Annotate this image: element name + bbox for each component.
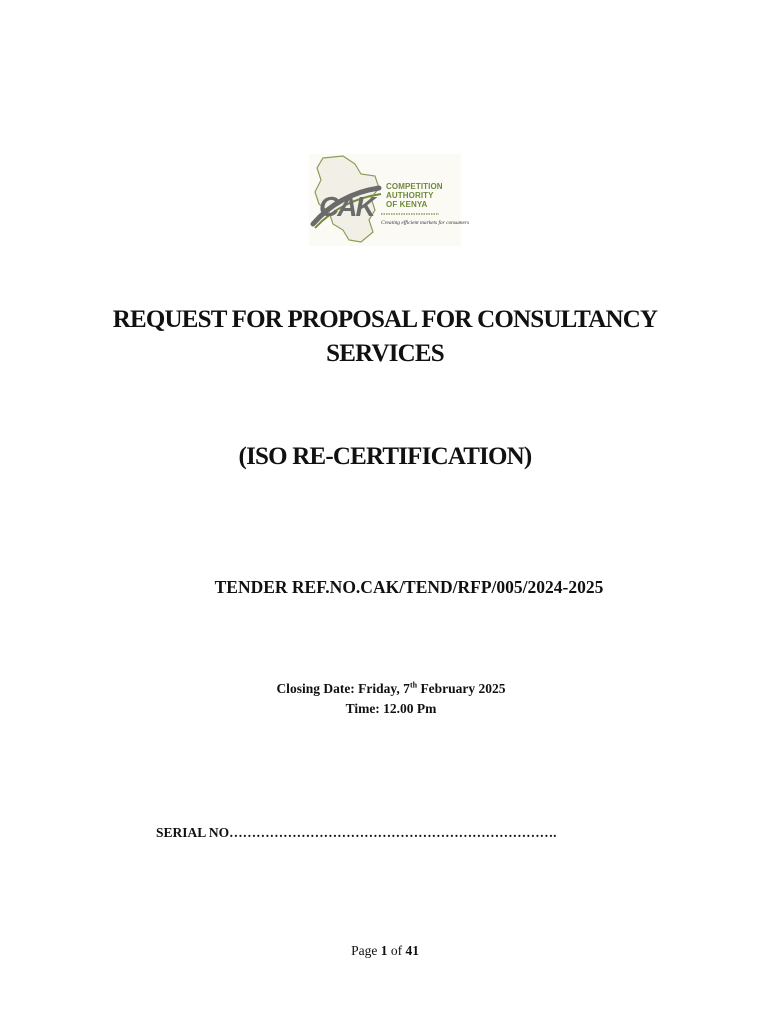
total-pages: 41 — [405, 943, 419, 958]
logo-line-1: COMPETITION — [386, 182, 443, 191]
serial-number-field: SERIAL NO………………………………………………………………. — [156, 825, 557, 840]
closing-date-ordinal: th — [409, 680, 418, 690]
closing-time: Time: 12.00 Pm — [345, 701, 437, 716]
closing-date-prefix: Closing Date: Friday, 7 — [276, 681, 410, 696]
logo-tagline: Creating efficient markets for consumers — [381, 220, 470, 226]
svg-text:CAK: CAK — [319, 191, 374, 222]
closing-date-rest: February 2025 — [417, 681, 506, 696]
title-line-2: SERVICES — [326, 340, 444, 367]
closing-date — [72, 679, 710, 699]
title-line-1: REQUEST FOR PROPOSAL FOR CONSULTANCY — [112, 306, 658, 333]
of-label: of — [387, 943, 406, 958]
cak-logo — [309, 154, 470, 246]
logo-line-3: OF KENYA — [386, 200, 428, 209]
page-footer — [60, 943, 710, 959]
logo-org-name — [386, 182, 443, 209]
page-number: 1 — [380, 943, 388, 958]
closing-info — [60, 679, 710, 719]
logo-line-2: AUTHORITY — [386, 191, 434, 200]
document-subtitle: (ISO RE-CERTIFICATION) — [238, 443, 532, 470]
tender-reference: TENDER REF.NO.CAK/TEND/RFP/005/2024-2025 — [214, 577, 604, 597]
document-title — [60, 303, 710, 371]
page-label: Page — [351, 943, 381, 958]
